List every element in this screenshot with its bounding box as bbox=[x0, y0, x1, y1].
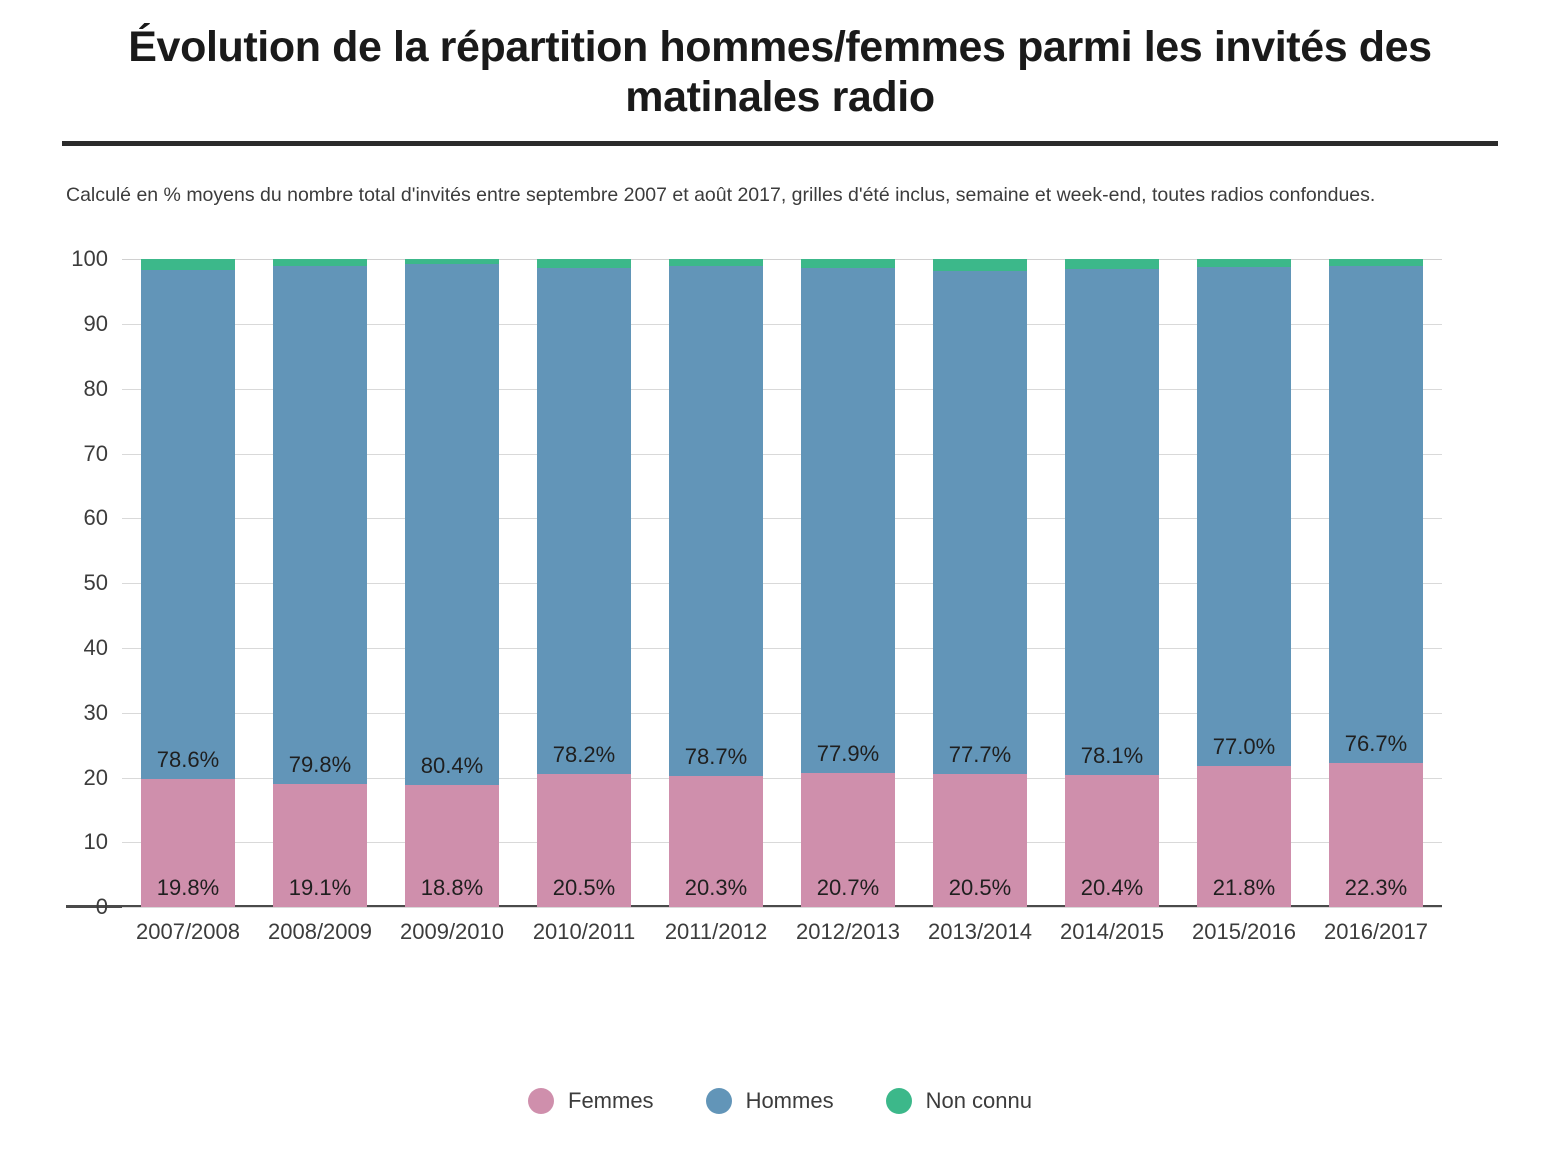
bar-column[interactable] bbox=[518, 259, 650, 907]
stacked-bar[interactable] bbox=[801, 259, 895, 907]
bar-segment-non-connu[interactable] bbox=[273, 259, 367, 266]
x-axis-labels bbox=[122, 919, 1442, 945]
x-axis-tick-label: 2016/2017 bbox=[1324, 919, 1428, 945]
y-axis-tick-label: 80 bbox=[83, 375, 108, 401]
y-axis-tick-label: 70 bbox=[83, 440, 108, 466]
bar-column[interactable] bbox=[254, 259, 386, 907]
bar-segment-hommes[interactable] bbox=[1065, 269, 1159, 775]
bar-value-label: 77.9% bbox=[816, 741, 880, 767]
bar-segment-non-connu[interactable] bbox=[1065, 259, 1159, 269]
bar-value-label: 76.7% bbox=[1344, 730, 1408, 756]
bar-value-label: 77.7% bbox=[948, 742, 1012, 768]
bar-column[interactable] bbox=[650, 259, 782, 907]
y-axis-tick-label: 20 bbox=[83, 764, 108, 790]
x-axis-tick-label: 2012/2013 bbox=[796, 919, 900, 945]
bar-segment-hommes[interactable] bbox=[273, 266, 367, 783]
stacked-bar[interactable] bbox=[669, 259, 763, 907]
legend-label: Non connu bbox=[925, 1088, 1032, 1113]
plot-region bbox=[71, 246, 1442, 920]
x-axis-tick-label: 2010/2011 bbox=[532, 919, 636, 945]
bar-value-label: 19.8% bbox=[156, 875, 220, 901]
x-axis-tick-label: 2015/2016 bbox=[1192, 919, 1296, 945]
legend-item-femmes[interactable] bbox=[528, 1088, 654, 1114]
bar-column[interactable] bbox=[914, 259, 1046, 907]
bar-column[interactable] bbox=[782, 259, 914, 907]
bar-value-label: 78.1% bbox=[1080, 743, 1144, 769]
legend-item-hommes[interactable] bbox=[706, 1088, 834, 1114]
stacked-bar[interactable] bbox=[933, 259, 1027, 907]
bar-value-label: 20.5% bbox=[948, 875, 1012, 901]
bar-value-label: 22.3% bbox=[1344, 875, 1408, 901]
bar-value-label: 18.8% bbox=[420, 875, 484, 901]
y-axis-tick-label: 50 bbox=[83, 570, 108, 596]
bar-value-label: 20.3% bbox=[684, 875, 748, 901]
stacked-bar[interactable] bbox=[405, 259, 499, 907]
y-axis-tick-label: 90 bbox=[83, 311, 108, 337]
bar-segment-non-connu[interactable] bbox=[669, 259, 763, 265]
x-axis-tick-label: 2011/2012 bbox=[664, 919, 768, 945]
bar-value-label: 21.8% bbox=[1212, 875, 1276, 901]
page-title: Évolution de la répartition hommes/femmes parmi les invités des matinales radio bbox=[128, 23, 1432, 122]
stacked-bar[interactable] bbox=[273, 259, 367, 907]
legend-item-non-connu[interactable] bbox=[886, 1088, 1032, 1114]
stacked-bar[interactable] bbox=[1329, 259, 1423, 907]
gridline bbox=[122, 907, 1442, 908]
bar-value-label: 79.8% bbox=[288, 751, 352, 777]
bar-segment-non-connu[interactable] bbox=[141, 259, 235, 269]
bar-column[interactable] bbox=[122, 259, 254, 907]
y-axis-tick-label: 100 bbox=[71, 246, 108, 272]
bar-column[interactable] bbox=[1310, 259, 1442, 907]
stacked-bar[interactable] bbox=[141, 259, 235, 907]
bar-value-label: 20.5% bbox=[552, 875, 616, 901]
circle-icon bbox=[706, 1088, 732, 1114]
chart-legend bbox=[0, 1088, 1560, 1114]
chart-subtitle: Calculé en % moyens du nombre total d'invités entre septembre 2007 et août 2017, grilles d'été inclus, semaine et week-end, toutes radios confondues. bbox=[66, 183, 1376, 206]
x-axis-tick-label: 2008/2009 bbox=[268, 919, 372, 945]
bar-segment-non-connu[interactable] bbox=[405, 259, 499, 264]
bar-segment-hommes[interactable] bbox=[669, 266, 763, 776]
bar-column[interactable] bbox=[1046, 259, 1178, 907]
bar-value-label: 19.1% bbox=[288, 875, 352, 901]
y-axis-tick-label: 0 bbox=[95, 894, 108, 920]
bar-value-label: 20.7% bbox=[816, 875, 880, 901]
y-axis-tick-label: 10 bbox=[83, 829, 108, 855]
chart-area bbox=[0, 247, 1560, 947]
bar-value-label: 77.0% bbox=[1212, 734, 1276, 760]
bar-column[interactable] bbox=[1178, 259, 1310, 907]
circle-icon bbox=[886, 1088, 912, 1114]
bar-segment-non-connu[interactable] bbox=[933, 259, 1027, 271]
circle-icon bbox=[528, 1088, 554, 1114]
bar-value-label: 20.4% bbox=[1080, 875, 1144, 901]
legend-label: Femmes bbox=[568, 1088, 654, 1113]
x-axis-tick-label: 2009/2010 bbox=[400, 919, 504, 945]
bar-column[interactable] bbox=[386, 259, 518, 907]
bar-segment-hommes[interactable] bbox=[801, 268, 895, 773]
bar-value-label: 80.4% bbox=[420, 753, 484, 779]
bar-segment-hommes[interactable] bbox=[537, 268, 631, 775]
bar-segment-hommes[interactable] bbox=[405, 264, 499, 785]
bar-value-label: 78.2% bbox=[552, 742, 616, 768]
bar-segment-non-connu[interactable] bbox=[537, 259, 631, 267]
bar-value-label: 78.7% bbox=[684, 743, 748, 769]
x-axis-tick-label: 2007/2008 bbox=[136, 919, 240, 945]
x-axis-tick-label: 2013/2014 bbox=[928, 919, 1032, 945]
bar-segment-non-connu[interactable] bbox=[801, 259, 895, 268]
bar-value-label: 78.6% bbox=[156, 746, 220, 772]
legend-label: Hommes bbox=[745, 1088, 834, 1113]
stacked-bar[interactable] bbox=[1065, 259, 1159, 907]
y-axis-tick-label: 60 bbox=[83, 505, 108, 531]
stacked-bar[interactable] bbox=[1197, 259, 1291, 907]
bar-segment-non-connu[interactable] bbox=[1197, 259, 1291, 267]
stacked-bar[interactable] bbox=[537, 259, 631, 907]
y-axis-tick-label: 40 bbox=[83, 635, 108, 661]
y-axis-tick-label: 30 bbox=[83, 699, 108, 725]
bar-segment-hommes[interactable] bbox=[1329, 266, 1423, 763]
title-divider bbox=[62, 141, 1498, 146]
bar-segment-non-connu[interactable] bbox=[1329, 259, 1423, 265]
bar-segment-hommes[interactable] bbox=[1197, 267, 1291, 766]
bar-segment-hommes[interactable] bbox=[933, 271, 1027, 774]
x-axis-tick-label: 2014/2015 bbox=[1060, 919, 1164, 945]
bar-series-container bbox=[122, 259, 1442, 907]
bar-segment-hommes[interactable] bbox=[141, 270, 235, 779]
